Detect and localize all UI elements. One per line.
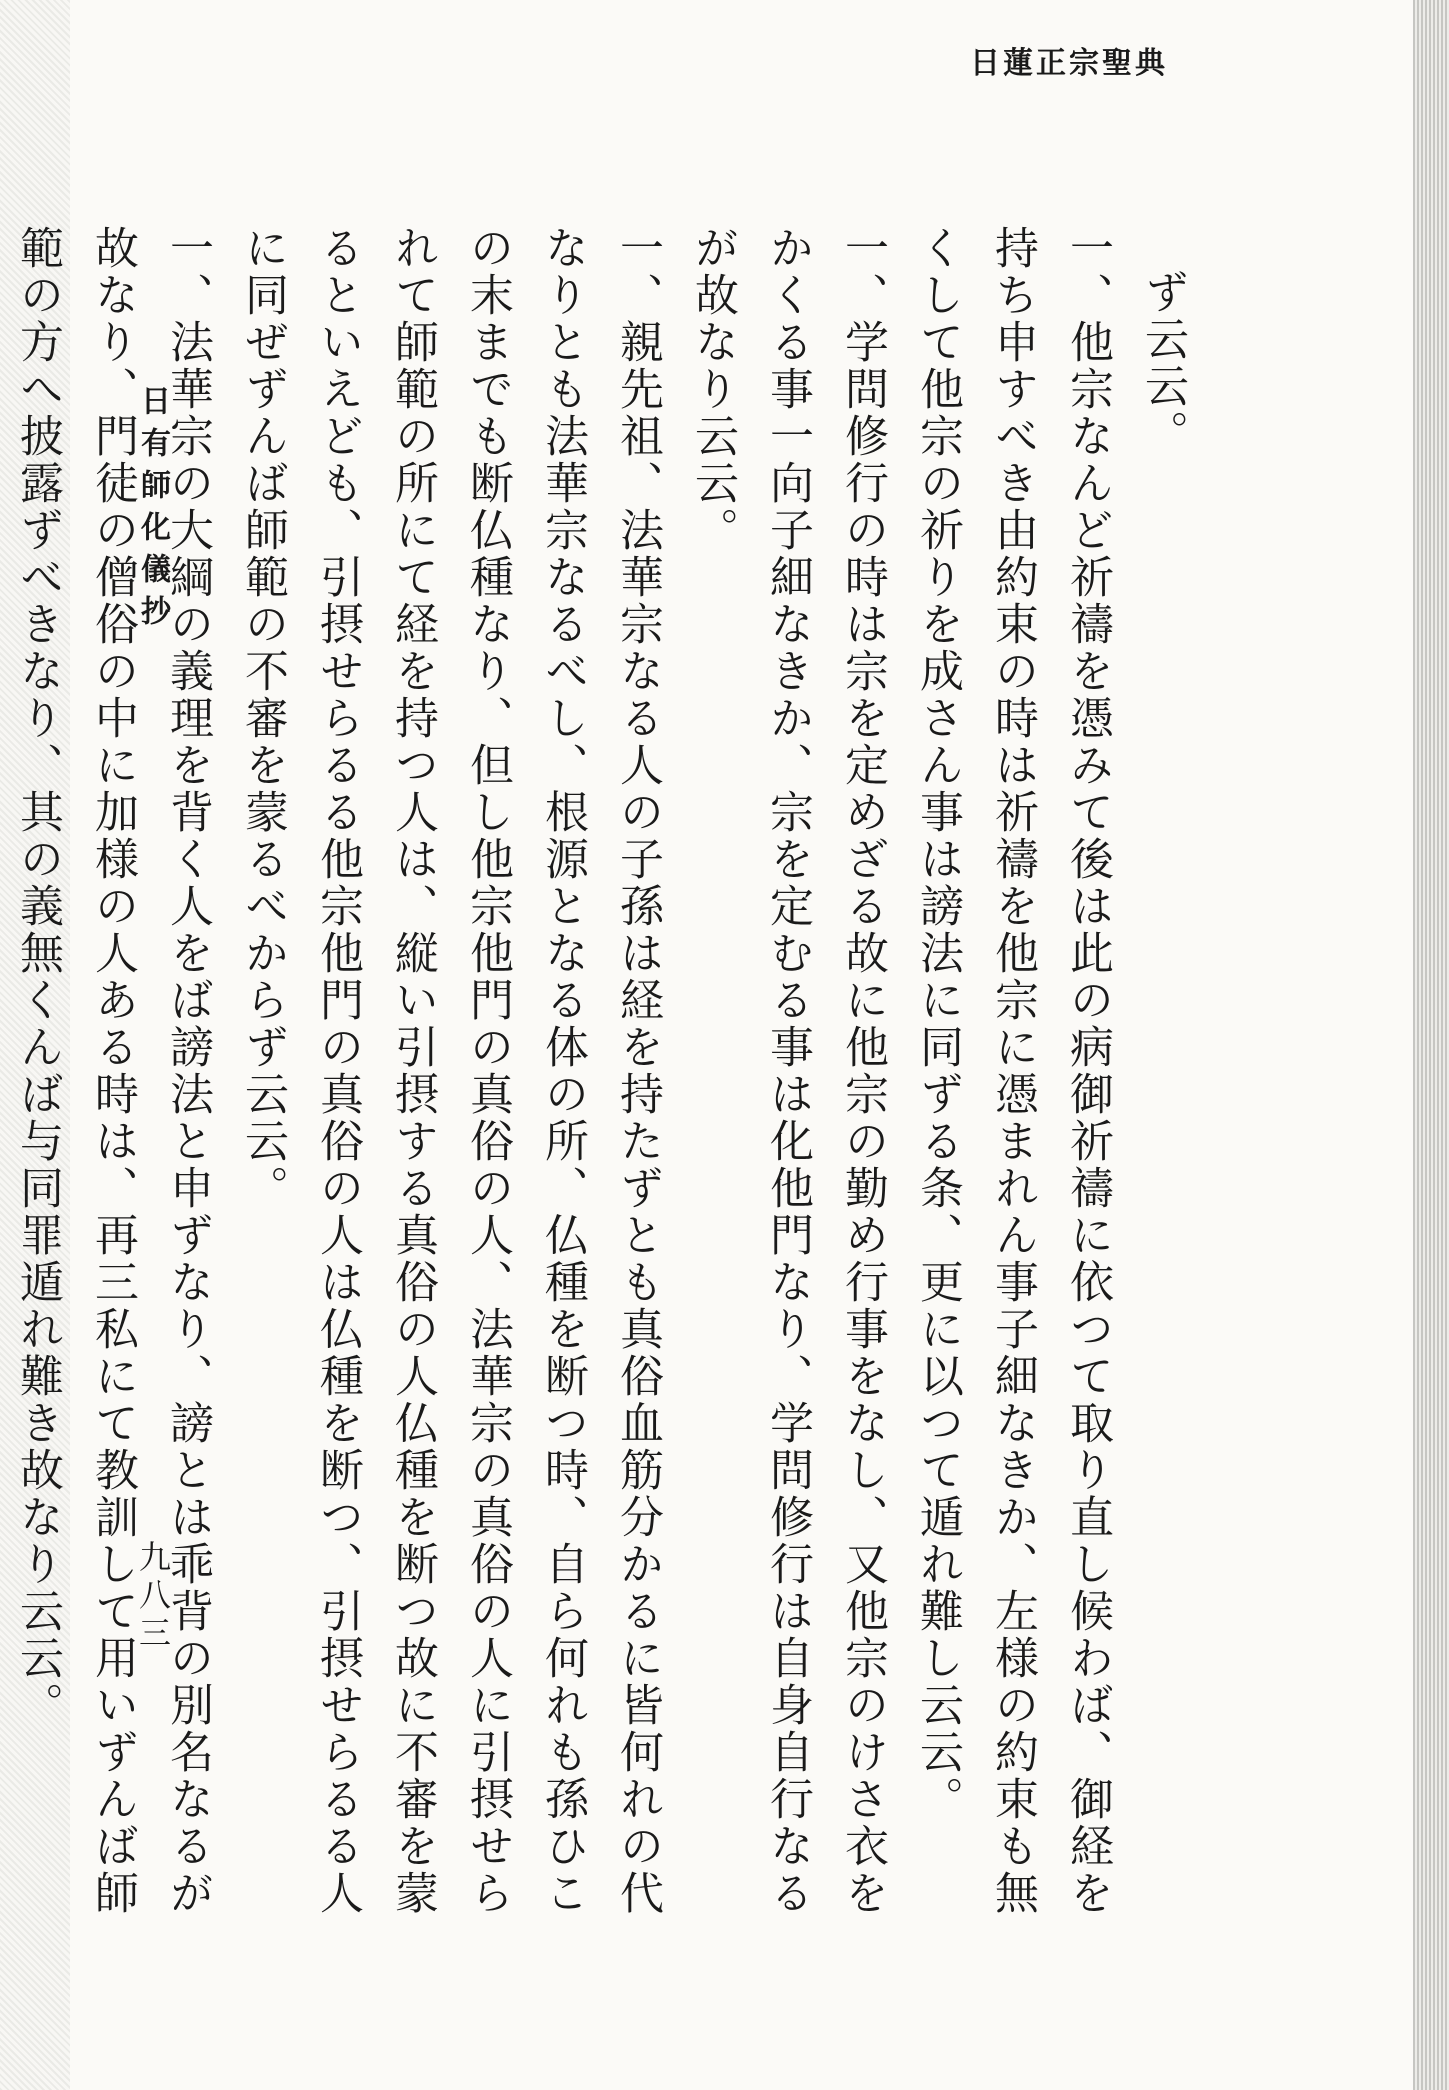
paragraph: 一、法華宗の大綱の義理を背く人をば謗法と申ずなり、謗とは乖背の別名なるが故なり、門徒の僧俗の中に加様の人ある時は、再三私にて教訓して用いずんば師範の方へ披露ずべきなり、其の義無くんば与同罪遁れ難き故なり云云。 bbox=[12, 225, 213, 1917]
page-stack-edge bbox=[1413, 0, 1449, 2090]
running-footer-title: 日有師化儀抄 bbox=[135, 385, 170, 637]
paragraph: 一、親先祖、法華宗なる人の子孫は経を持たずとも真俗血筋分かるに皆何れの代なりとも法華宗なるべし、根源となる体の所、仏種を断つ時、自ら何れも孫ひこの末までも断仏種なり、但し他宗他門の真俗の人、法華宗の真俗の人に引摂せられて師範の所にて経を持つ人は、縦い引摂する真俗の人仏種を断つ故に不審を蒙るといえども、引摂せらるる他宗他門の真俗の人は仏種を断つ、引摂せらるる人に同ぜずんば師範の不審を蒙るべからず云云。 bbox=[237, 225, 663, 1917]
running-header: 日蓮正宗聖典 bbox=[970, 46, 1168, 81]
page-number: 九八三 bbox=[134, 1540, 172, 1654]
paragraph: 一、学問修行の時は宗を定めざる故に他宗の勤め行事をなし、又他宗のけさ衣をかくる事一向子細なきか、宗を定むる事は化他門なり、学問修行は自身自行なるが故なり云云。 bbox=[687, 225, 888, 1917]
paragraph: 一、他宗なんど祈禱を憑みて後は此の病御祈禱に依つて取り直し候わば、御経を持ち申すべき由約束の時は祈禱を他宗に憑まれん事子細なきか、左様の約束も無くして他宗の祈りを成さん事は謗法に同ずる条、更に以つて遁れ難し云云。 bbox=[912, 225, 1113, 1917]
paragraph: ず云云。 bbox=[1137, 269, 1188, 457]
